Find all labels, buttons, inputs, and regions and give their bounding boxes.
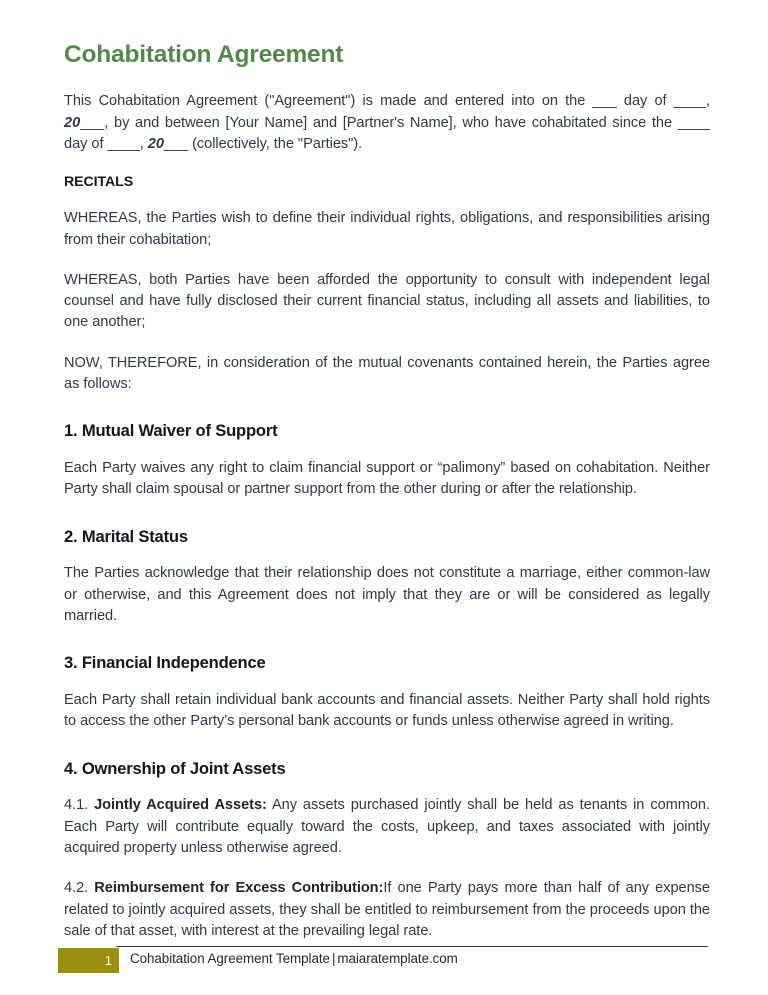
section-heading-1: 1. Mutual Waiver of Support xyxy=(64,421,278,441)
clause-number-4-2: 4.2. xyxy=(64,880,89,897)
intro-text-part1: This Cohabitation Agreement ("Agreement") is made and entered into on the ___ day of ____, xyxy=(64,93,710,110)
section-heading-4: 4. Ownership of Joint Assets xyxy=(64,758,286,778)
clause-lead-4-2: Reimbursement for Excess Contribution: xyxy=(94,880,384,897)
intro-year-field-1: 20 xyxy=(64,114,81,131)
footer-separator: | xyxy=(331,951,336,966)
section-heading-2: 2. Marital Status xyxy=(64,526,188,546)
intro-year-field-2: 20 xyxy=(147,135,164,152)
page-number: 1 xyxy=(104,953,112,968)
footer-template-name: Cohabitation Agreement Template xyxy=(130,951,330,966)
clause-4-2 xyxy=(64,878,710,942)
clause-number-4-1: 4.1. xyxy=(64,797,89,814)
footer-divider xyxy=(116,946,708,947)
clause-lead-4-1: Jointly Acquired Assets: xyxy=(94,797,267,814)
recital-paragraph-1: WHEREAS, the Parties wish to define their individual rights, obligations, and responsibilities arising from their cohabitation; xyxy=(64,210,710,248)
page-title: Cohabitation Agreement xyxy=(64,41,344,68)
recital-paragraph-2: WHEREAS, both Parties have been afforded the opportunity to consult with independent legal counsel and have fully disclosed their current financial status, including all assets and liabilities, to one another; xyxy=(64,271,710,331)
recital-paragraph-3: NOW, THEREFORE, in consideration of the mutual covenants contained herein, the Parties agree as follows: xyxy=(64,354,710,393)
intro-paragraph xyxy=(64,91,710,155)
section-heading-3: 3. Financial Independence xyxy=(64,653,266,673)
footer-caption xyxy=(130,951,458,966)
section-body-2: The Parties acknowledge that their relationship does not constitute a marriage, either common-law or otherwise, and this Agreement does not imply that they are or will be considered as legally married. xyxy=(64,565,710,625)
section-body-1: Each Party waives any right to claim financial support or “palimony” based on cohabitation. Neither Party shall claim spousal or partner support from the other during or after the relationship. xyxy=(64,460,710,498)
footer-site: maiaratemplate.com xyxy=(337,951,458,966)
section-body-3: Each Party shall retain individual bank accounts and financial assets. Neither Party shall hold rights to access the other Party’s personal bank accounts or funds unless otherwise agreed in writing. xyxy=(64,692,710,730)
intro-text-part3: ___ (collectively, the "Parties"). xyxy=(163,135,363,152)
clause-body-4-2: If one Party pays more than half of any expense related to jointly acquired assets, they shall be entitled to reimbursement from the proceeds upon the sale of that asset, with interest at the prevailing legal rate. xyxy=(64,880,710,939)
page-number-badge xyxy=(58,948,119,973)
document-body xyxy=(64,40,710,961)
clause-4-1 xyxy=(64,795,710,859)
intro-text-part2: ___, by and between [Your Name] and [Partner's Name], who have cohabitated since the ____ day of ____, xyxy=(64,114,710,152)
recitals-label: RECITALS xyxy=(64,174,134,191)
clause-body-4-1: Any assets purchased jointly shall be held as tenants in common. Each Party will contribute equally toward the costs, upkeep, and taxes associated with jointly acquired property unless otherwise agreed. xyxy=(64,797,710,856)
